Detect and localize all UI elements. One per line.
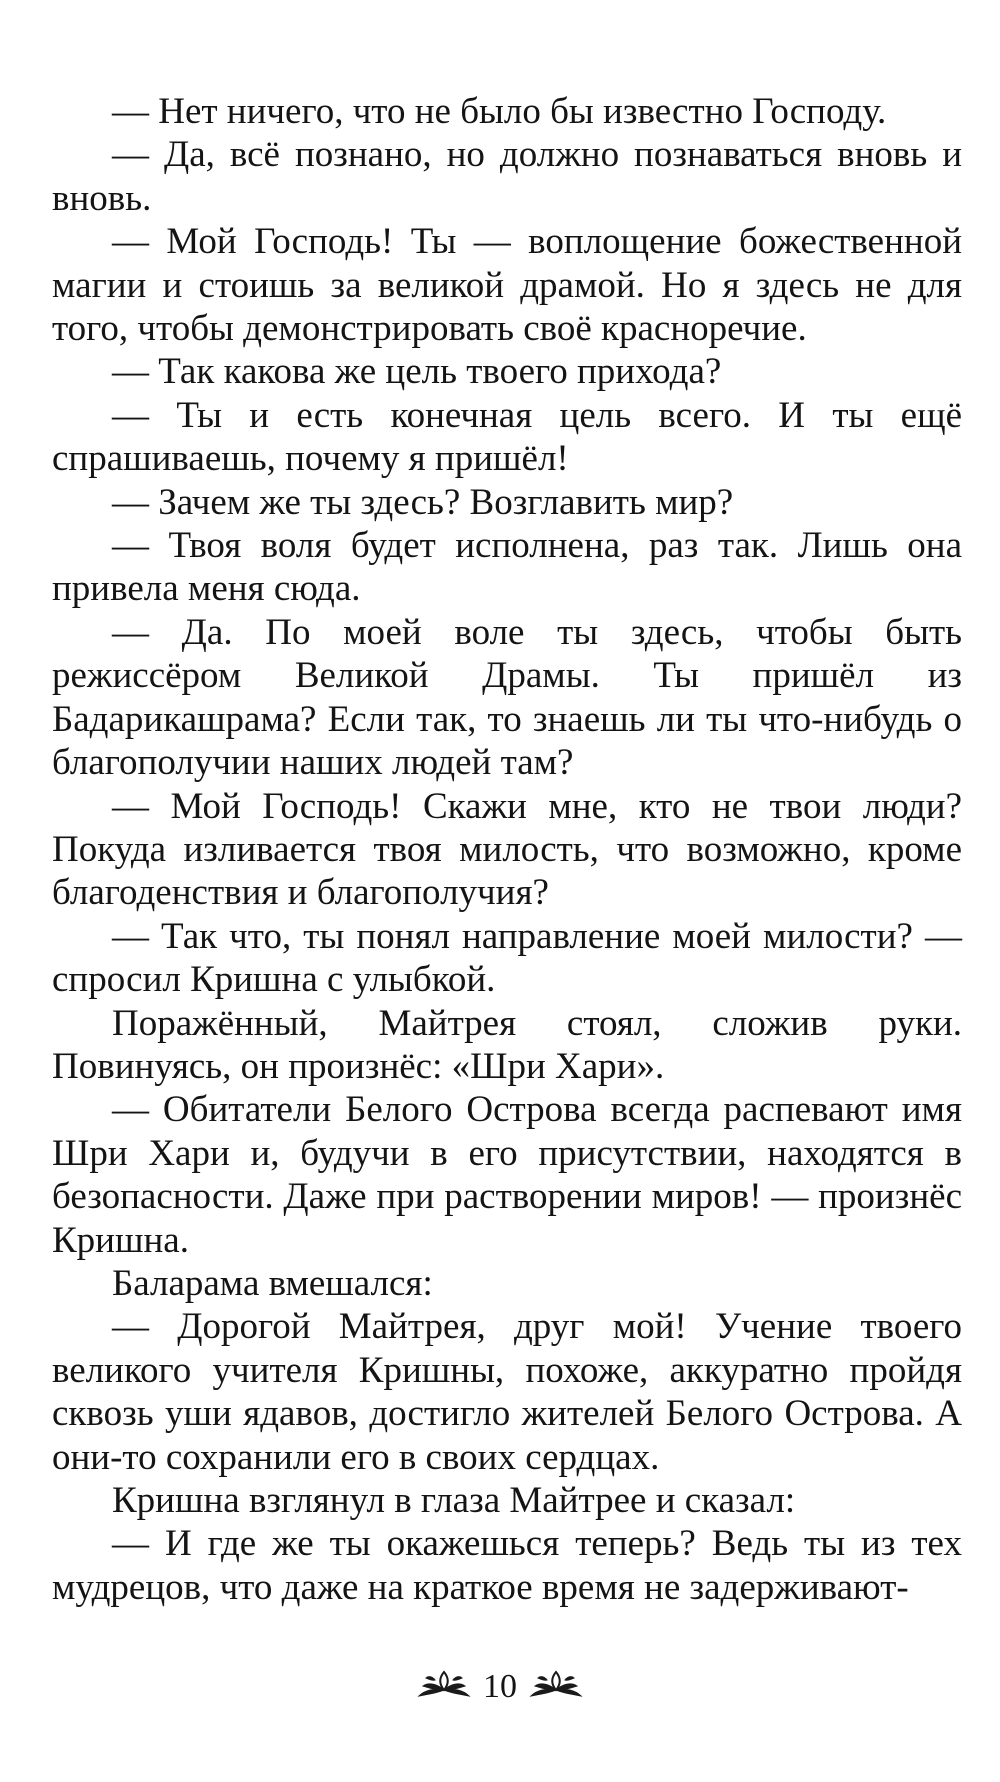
paragraph: — Дорогой Майтрея, друг мой! Учение твоего великого учителя Кришны, похоже, аккуратно пройдя сквозь уши ядавов, достигло жителей Белого Острова. А они-то сохранили его в своих сердцах. xyxy=(52,1306,962,1478)
lotus-ornament-icon xyxy=(529,1668,583,1707)
paragraph: — Мой Господь! Ты — воплощение божественной магии и стоишь за великой драмой. Но я здесь не для того, чтобы демонстрировать своё красноречие. xyxy=(52,221,962,350)
paragraph: — Твоя воля будет исполнена, раз так. Лишь она привела меня сюда. xyxy=(52,525,962,610)
paragraph: — Да, всё познано, но должно познаваться вновь и вновь. xyxy=(52,134,962,219)
paragraph: Кришна взглянул в глаза Майтрее и сказал: xyxy=(112,1480,796,1521)
paragraph: — Нет ничего, что не было бы известно Господу. xyxy=(112,91,887,132)
paragraph: Поражённый, Майтрея стоял, сложив руки. Повинуясь, он произнёс: «Шри Хари». xyxy=(52,1002,962,1087)
paragraph: — И где же ты окажешься теперь? Ведь ты из тех мудрецов, что даже на краткое время не задерживают- xyxy=(52,1523,962,1608)
paragraph: — Обитатели Белого Острова всегда распевают имя Шри Хари и, будучи в его присутствии, находятся в безопасности. Даже при растворении миров! — произнёс Кришна. xyxy=(52,1089,962,1261)
paragraph: Баларама вмешался: xyxy=(112,1262,433,1304)
page-footer xyxy=(0,1665,1000,1709)
paragraph: — Да. По моей воле ты здесь, чтобы быть режиссёром Великой Драмы. Ты пришёл из Бадарикашрама? Если так, то знаешь ли ты что-нибудь о благополучии наших людей там? xyxy=(52,611,962,784)
paragraph: — Зачем же ты здесь? Возглавить мир? xyxy=(112,481,734,523)
book-page-text xyxy=(52,90,962,1609)
paragraph: — Ты и есть конечная цель всего. И ты ещё спрашиваешь, почему я пришёл! xyxy=(52,394,962,480)
paragraph: — Мой Господь! Скажи мне, кто не твои люди? Покуда изливается твоя милость, что возможно, кроме благоденствия и благополучия? xyxy=(52,785,962,914)
page-number: 10 xyxy=(483,1668,517,1705)
paragraph: — Так какова же цель твоего прихода? xyxy=(112,351,722,393)
lotus-ornament-icon xyxy=(417,1668,471,1707)
paragraph: — Так что, ты понял направление моей милости? — спросил Кришна с улыбкой. xyxy=(52,915,962,1001)
